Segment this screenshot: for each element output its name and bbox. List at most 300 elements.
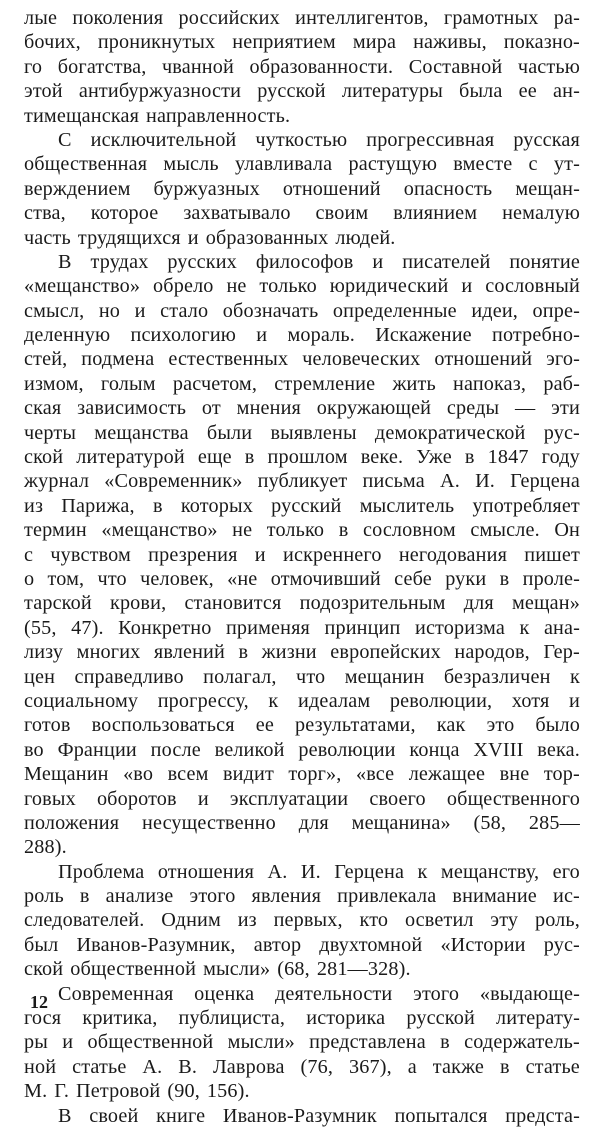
text-word: В. <box>178 1055 198 1078</box>
text-word: цен <box>24 665 56 688</box>
text-word: российских <box>178 7 280 29</box>
text-word: привлекала <box>337 885 437 908</box>
text-word: ана- <box>543 616 580 639</box>
text-word: народов, <box>454 641 530 664</box>
text-word: интеллигентов, <box>295 7 429 29</box>
text-word: проле- <box>522 567 580 590</box>
text-word: том, <box>47 567 85 590</box>
text-word: результатами, <box>295 714 416 737</box>
text-word: письма <box>362 470 425 493</box>
text-word: только <box>259 275 317 298</box>
text-word: революции <box>298 738 396 761</box>
text-word: показно- <box>503 31 580 54</box>
text-line <box>24 152 580 176</box>
text-word: своей <box>89 1104 139 1127</box>
text-word: И. <box>300 860 321 883</box>
text-word: автор <box>253 933 302 956</box>
text-word: понятие <box>509 250 580 273</box>
text-word: применяя <box>225 616 310 639</box>
text-word: тимещанская <box>24 104 140 127</box>
text-word: в <box>499 567 510 590</box>
text-word: сословный <box>485 275 580 298</box>
text-word: проникнутых <box>97 31 216 54</box>
text-word: в <box>440 1031 450 1054</box>
text-word: Конкретно <box>118 616 212 639</box>
text-word: видит <box>222 763 274 786</box>
text-word: буржуазных <box>153 177 260 200</box>
text-word: захватывало <box>183 202 291 225</box>
text-word: А. <box>267 860 288 883</box>
text-word: 285— <box>528 811 580 834</box>
text-word: но <box>98 299 121 322</box>
text-word: И. <box>475 470 496 493</box>
text-word: во <box>24 738 44 761</box>
text-word: и <box>134 299 146 322</box>
text-word: мещанин <box>344 665 425 688</box>
text-word: эту <box>490 909 519 932</box>
text-word: ра- <box>553 7 580 29</box>
text-word: Мещанин <box>24 763 109 786</box>
text-word: чуткостью <box>255 128 348 151</box>
text-word: было <box>535 714 580 737</box>
text-word: о <box>24 567 35 590</box>
text-word: и <box>461 275 473 298</box>
text-word: была <box>459 80 503 103</box>
text-line <box>24 79 580 103</box>
text-line <box>24 543 580 567</box>
text-word: из <box>237 909 257 932</box>
text-word: которое <box>90 202 159 225</box>
text-word: оценка <box>194 982 255 1005</box>
text-word: потребно- <box>492 324 580 347</box>
body-text <box>24 6 580 1128</box>
text-word: 156). <box>206 1080 250 1103</box>
text-word: русских <box>167 250 237 273</box>
text-word: идеалам <box>297 689 371 712</box>
text-word: подозрительным <box>299 592 446 615</box>
text-word: книге <box>156 1104 206 1127</box>
text-word: пишет <box>524 543 580 566</box>
text-word: европейских <box>330 641 441 664</box>
text-word: своего <box>369 787 426 810</box>
text-word: чувством <box>50 543 131 566</box>
text-word: антибуржуазности <box>78 80 242 103</box>
text-word: которых <box>180 494 253 517</box>
text-line <box>24 860 580 884</box>
text-word: великой <box>214 738 285 761</box>
text-word: общественной <box>70 958 197 981</box>
text-word: русский <box>271 494 342 517</box>
text-word: ской <box>24 446 64 469</box>
text-word: как <box>436 714 466 737</box>
text-word: был <box>24 933 59 956</box>
text-word: (55, <box>24 616 57 639</box>
text-word: В <box>58 1104 72 1127</box>
text-word: своим <box>315 202 369 225</box>
text-word: были <box>206 421 253 444</box>
text-line <box>24 421 580 445</box>
text-word: стремление <box>274 372 376 395</box>
text-word: осветил <box>404 909 474 932</box>
text-word: вместе <box>453 153 513 176</box>
text-word: ной <box>24 1055 57 1078</box>
text-word: (76, <box>300 1055 334 1078</box>
text-word: прошлом <box>267 446 348 469</box>
text-word: отношений <box>434 348 533 371</box>
text-word: — <box>515 397 536 420</box>
text-word: и <box>254 543 266 566</box>
text-word: первых, <box>273 909 343 932</box>
text-word: термин <box>24 519 87 542</box>
text-line <box>24 884 580 908</box>
text-word: для <box>298 811 329 834</box>
text-word: бочих, <box>24 31 81 54</box>
text-word: Одним <box>161 909 221 932</box>
text-word: отношения <box>157 860 255 883</box>
text-word: критика, <box>82 1007 158 1030</box>
text-word: эти <box>551 397 580 420</box>
text-word: с <box>528 153 538 176</box>
text-word: Герцена <box>510 470 580 493</box>
text-word: тор- <box>543 763 580 786</box>
text-word: также <box>432 1055 485 1078</box>
text-line <box>24 372 580 396</box>
text-word: общественной <box>87 1031 214 1054</box>
text-word: статье <box>72 1055 127 1078</box>
text-line <box>24 908 580 932</box>
text-word: этого <box>413 982 460 1005</box>
text-word: явления <box>251 885 322 908</box>
text-word: опре- <box>532 299 580 322</box>
text-word: не <box>232 519 253 542</box>
text-word: справедливо <box>74 665 184 688</box>
text-word: ис- <box>552 885 580 908</box>
text-word: «Современник» <box>104 470 243 493</box>
text-line <box>24 104 580 128</box>
text-word: руки <box>445 567 487 590</box>
text-word: его <box>552 860 580 883</box>
text-word: общественного <box>446 787 580 810</box>
text-word: ской <box>24 958 64 981</box>
text-word: Искажение <box>375 324 472 347</box>
text-line <box>24 30 580 54</box>
text-word: многих <box>76 641 141 664</box>
text-word: роль <box>24 885 64 908</box>
text-word: и <box>256 324 268 347</box>
text-word: поколения <box>72 7 164 29</box>
text-word: явлений <box>153 641 225 664</box>
text-line <box>24 469 580 493</box>
text-line <box>24 323 580 347</box>
text-line <box>24 128 580 152</box>
text-word: из <box>24 494 44 517</box>
text-word: к <box>519 616 530 639</box>
text-word: улавливала <box>234 153 333 176</box>
text-word: верждением <box>24 177 131 200</box>
text-word: деятельности <box>274 982 393 1005</box>
text-word: в <box>152 494 163 517</box>
text-word: кто <box>359 909 389 932</box>
text-word: стало <box>160 299 209 322</box>
text-word: искреннего <box>283 543 382 566</box>
text-word: жизни <box>261 641 317 664</box>
text-line <box>24 982 580 1006</box>
text-word: вне <box>499 763 530 786</box>
text-word: не <box>226 275 247 298</box>
text-word: Современная <box>58 982 174 1005</box>
text-word: влиянием <box>393 202 478 225</box>
text-word: готов <box>24 714 71 737</box>
text-word: статье <box>525 1055 580 1078</box>
text-line <box>24 689 580 713</box>
text-word: журнал <box>24 470 90 493</box>
text-word: сословном <box>362 519 456 542</box>
text-line <box>24 226 580 250</box>
text-word: направленность. <box>146 104 291 127</box>
text-line <box>24 396 580 420</box>
text-word: употребляет <box>472 494 580 517</box>
text-word: Он <box>554 519 580 542</box>
text-word: двухтомной <box>319 933 423 956</box>
text-word: наживы, <box>413 31 487 54</box>
text-word: измом, <box>24 372 84 395</box>
text-word: раб- <box>543 372 580 395</box>
text-word: естественных <box>168 348 289 371</box>
text-word: деленную <box>24 324 111 347</box>
text-word: зависимость <box>77 397 187 420</box>
text-line <box>24 1055 580 1079</box>
text-word: философов <box>255 250 354 273</box>
text-line <box>24 713 580 737</box>
text-word: безразличен <box>443 665 551 688</box>
text-word: 1847 <box>487 446 529 469</box>
text-line <box>24 55 580 79</box>
text-word: М. <box>24 1080 48 1103</box>
text-word: «во <box>123 763 154 786</box>
text-word: а <box>407 1055 417 1078</box>
text-word: рус- <box>543 933 580 956</box>
text-word: обрело <box>153 275 214 298</box>
text-word: для <box>463 592 494 615</box>
text-word: часть <box>24 226 71 249</box>
text-word: и <box>569 689 580 712</box>
text-line <box>24 347 580 371</box>
page-number: 12 <box>30 992 48 1012</box>
text-word: людей. <box>335 226 396 249</box>
text-word: «все <box>355 763 395 786</box>
text-word: чванной <box>161 55 234 78</box>
text-word: мещан- <box>515 177 580 200</box>
text-word: в <box>79 885 90 908</box>
text-word: становится <box>184 592 282 615</box>
text-word: в <box>499 1055 510 1078</box>
text-line <box>24 177 580 201</box>
text-word: А. <box>439 470 460 493</box>
text-word: обозначать <box>222 299 319 322</box>
text-word: мысли» <box>203 958 271 981</box>
text-word: мораль. <box>287 324 355 347</box>
text-word: жить <box>392 372 436 395</box>
text-word: среды <box>446 397 500 420</box>
text-word: от <box>201 397 221 420</box>
text-word: напоказ, <box>453 372 527 395</box>
text-line <box>24 933 580 957</box>
text-word: мира <box>352 31 397 54</box>
text-word: «мещанство» <box>24 275 141 298</box>
text-line <box>24 738 580 762</box>
text-word: лежащее <box>408 763 486 786</box>
text-word: внимание <box>452 885 537 908</box>
text-word: С <box>58 128 72 151</box>
text-word: идеи, <box>471 299 518 322</box>
text-word: этого <box>189 885 236 908</box>
text-word: попытался <box>394 1104 488 1127</box>
text-word: литературы <box>341 80 443 103</box>
text-word: к <box>268 689 279 712</box>
text-word: и <box>372 250 384 273</box>
text-word: Иванов-Разумник <box>222 1104 377 1127</box>
text-word: черты <box>24 421 77 444</box>
text-word: окружающей <box>316 397 432 420</box>
text-word: Проблема <box>58 860 145 883</box>
text-word: юридический <box>329 275 449 298</box>
text-word: подмена <box>81 348 155 371</box>
text-word: голым <box>100 372 156 395</box>
text-line <box>24 567 580 591</box>
text-word: человеческих <box>302 348 421 371</box>
text-word: ская <box>24 397 62 420</box>
text-line <box>24 591 580 615</box>
text-word: историзма <box>414 616 505 639</box>
text-word: Уже <box>416 446 452 469</box>
text-word: прогрессивная <box>366 128 495 151</box>
text-word: опасность <box>403 177 493 200</box>
text-line <box>24 1030 580 1054</box>
text-word: грамотных <box>443 7 539 29</box>
text-word: презрения <box>148 543 238 566</box>
text-word: демократической <box>374 421 526 444</box>
text-word: в <box>244 446 255 469</box>
text-word: в <box>238 641 249 664</box>
text-word: человек, <box>140 567 214 590</box>
text-word: мещанства <box>94 421 189 444</box>
text-word: и <box>62 1031 74 1054</box>
text-word: 281—328). <box>316 958 411 981</box>
text-word: го <box>24 55 43 78</box>
text-line <box>24 1079 580 1103</box>
text-word: Парижа, <box>61 494 135 517</box>
text-word: и <box>197 787 209 810</box>
text-word: торг», <box>288 763 342 786</box>
text-word: психологию <box>130 324 237 347</box>
text-word: мещанина» <box>351 811 451 834</box>
text-word: русской <box>257 80 326 103</box>
text-line <box>24 616 580 640</box>
text-word: лые <box>24 7 58 29</box>
text-word: литерату- <box>496 1007 580 1030</box>
text-word: (58, <box>473 811 507 834</box>
text-line <box>24 274 580 298</box>
text-line <box>24 518 580 542</box>
text-word: века. <box>537 738 580 761</box>
text-word: тарской <box>24 592 92 615</box>
text-line <box>24 494 580 518</box>
text-word: полагал, <box>203 665 277 688</box>
text-line <box>24 811 580 835</box>
text-word: растущую <box>348 153 438 176</box>
text-word: ее <box>518 80 537 103</box>
text-word: неприятием <box>232 31 336 54</box>
text-word: мысль <box>163 153 219 176</box>
text-word: социальному <box>24 689 139 712</box>
text-word: выявлены <box>270 421 357 444</box>
text-word: Гер- <box>543 641 580 664</box>
text-word: оборотов <box>96 787 177 810</box>
text-word: с <box>24 543 34 566</box>
text-word: роль, <box>534 909 580 932</box>
text-word: 288). <box>24 836 67 859</box>
text-word: частью <box>517 55 580 78</box>
text-word: ства, <box>24 202 66 225</box>
text-word: историка <box>306 1007 386 1030</box>
text-word: общественная <box>24 153 148 176</box>
text-word: конца <box>409 738 460 761</box>
text-line <box>24 787 580 811</box>
text-word: крови, <box>109 592 167 615</box>
text-word: только <box>266 519 325 542</box>
text-word: к <box>417 860 428 883</box>
text-word: прогрессу, <box>157 689 249 712</box>
text-word: хотя <box>511 689 550 712</box>
text-word: содержатель- <box>464 1031 580 1054</box>
text-word: XVIII <box>473 738 524 761</box>
text-word: себе <box>394 567 432 590</box>
text-word: мнения <box>236 397 301 420</box>
text-word: рус- <box>543 421 580 444</box>
text-line <box>24 957 580 981</box>
text-word: всем <box>167 763 209 786</box>
text-line <box>24 299 580 323</box>
text-word: Лаврова <box>212 1055 285 1078</box>
text-word: «мещанство» <box>101 519 218 542</box>
text-word: ры <box>24 1031 48 1054</box>
text-word: отношений <box>282 177 381 200</box>
text-word: эго- <box>546 348 580 371</box>
text-word: представлена <box>309 1031 426 1054</box>
text-word: говых <box>24 787 76 810</box>
text-line <box>24 762 580 786</box>
text-word: трудах <box>90 250 149 273</box>
text-word: положения <box>24 811 120 834</box>
text-word: принцип <box>324 616 401 639</box>
text-word: в <box>464 446 475 469</box>
text-word: веке. <box>360 446 404 469</box>
text-line <box>24 250 580 274</box>
text-word: предста- <box>505 1104 580 1127</box>
text-word: Франции <box>57 738 137 761</box>
text-word: это <box>486 714 515 737</box>
text-word: мещан» <box>511 592 580 615</box>
text-word: Герцена <box>334 860 405 883</box>
text-word: публикует <box>257 470 348 493</box>
text-word: ее <box>255 714 274 737</box>
text-word: Г. <box>54 1080 70 1103</box>
text-word: немалую <box>502 202 580 225</box>
text-word: после <box>150 738 201 761</box>
text-word: году <box>541 446 580 469</box>
text-word: Иванов-Разумник, <box>76 933 236 956</box>
text-word: отмочивший <box>270 567 381 590</box>
